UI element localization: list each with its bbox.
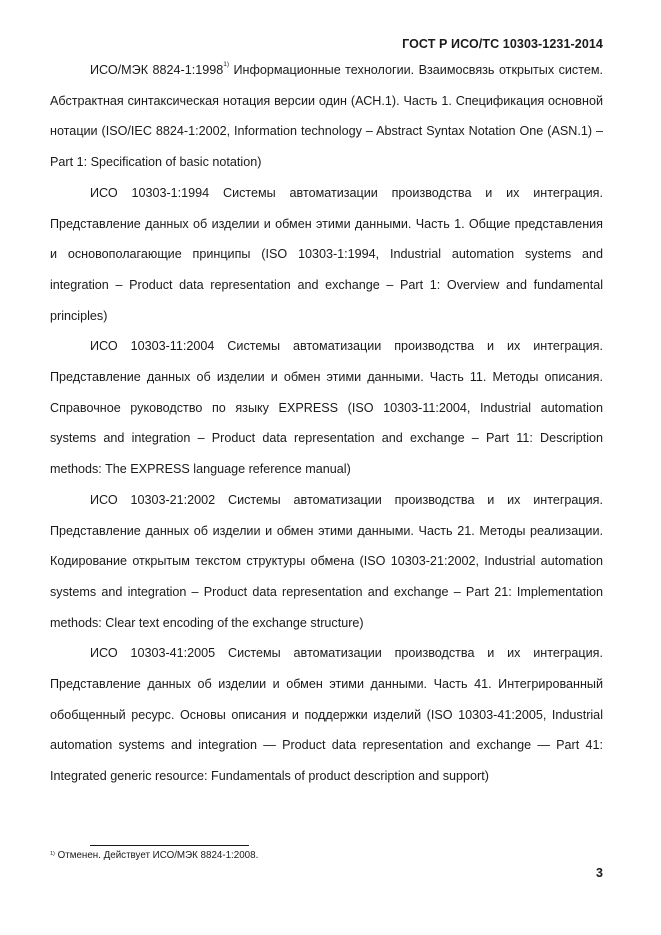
normative-references [50,55,603,792]
footnote-mark: 1) [223,61,230,68]
footnote [50,850,258,861]
reference-code: ИСО 10303-11:2004 [90,339,215,354]
reference-text: Системы автоматизации производства и их интеграция. Представление данных об изделии и обмен этими данными. Часть 21. Методы реализации. Кодирование открытым текстом структуры обмена (ISO 10303-21:2002, Industrial automation systems and integration – Product data representation and exchange – Part 21: Implementation methods: Clear text encoding of the exchange structure) [50,492,603,630]
reference-code: ИСО 10303-1:1994 [90,185,210,200]
document-header: ГОСТ Р ИСО/ТС 10303-1231-2014 [402,37,603,51]
reference-item [50,178,603,332]
reference-code: ИСО/МЭК 8824-1:1998 [90,63,224,77]
reference-text: Системы автоматизации производства и их интеграция. Представление данных об изделии и обмен этими данными. Часть 11. Методы описания. Справочное руководство по языку EXPRESS (ISO 10303-11:2004, Industrial automation systems and integration – Product data representation and exchange – Part 11: Description methods: The EXPRESS language reference manual) [50,339,604,477]
reference-item [50,485,603,639]
reference-text: Системы автоматизации производства и их интеграция. Представление данных об изделии и обмен этими данными. Часть 1. Общие представления и основополагающие принципы (ISO 10303-1:1994, Industrial automation systems and integration – Product data representation and exchange – Part 1: Overview and fundamental principles) [50,185,603,323]
reference-item [50,638,603,792]
reference-text: Информационные технологии. Взаимосвязь открытых систем. Абстрактная синтаксическая нотация версии один (АСН.1). Часть 1. Спецификация основной нотации (ISO/IEC 8824-1:2002, Information technology – Abstract Syntax Notation One (ASN.1) – Part 1: Specification of basic notation) [50,63,603,170]
reference-code: ИСО 10303-21:2002 [90,492,216,507]
reference-code: ИСО 10303-41:2005 [90,646,216,661]
reference-item [50,55,603,178]
footnote-mark: 1) [50,851,55,857]
reference-text: Системы автоматизации производства и их интеграция. Представление данных об изделии и обмен этими данными. Часть 41. Интегрированный обобщенный ресурс. Основы описания и поддержки изделий (ISO 10303-41:2005, Industrial automation systems and integration — Product data representation and exchange — Part 41: Integrated generic resource: Fundamentals of product description and support) [50,646,603,784]
reference-item [50,331,603,485]
footnote-divider [90,845,249,846]
page-number: 3 [596,866,603,880]
footnote-text: Отменен. Действует ИСО/МЭК 8824-1:2008. [54,850,259,861]
